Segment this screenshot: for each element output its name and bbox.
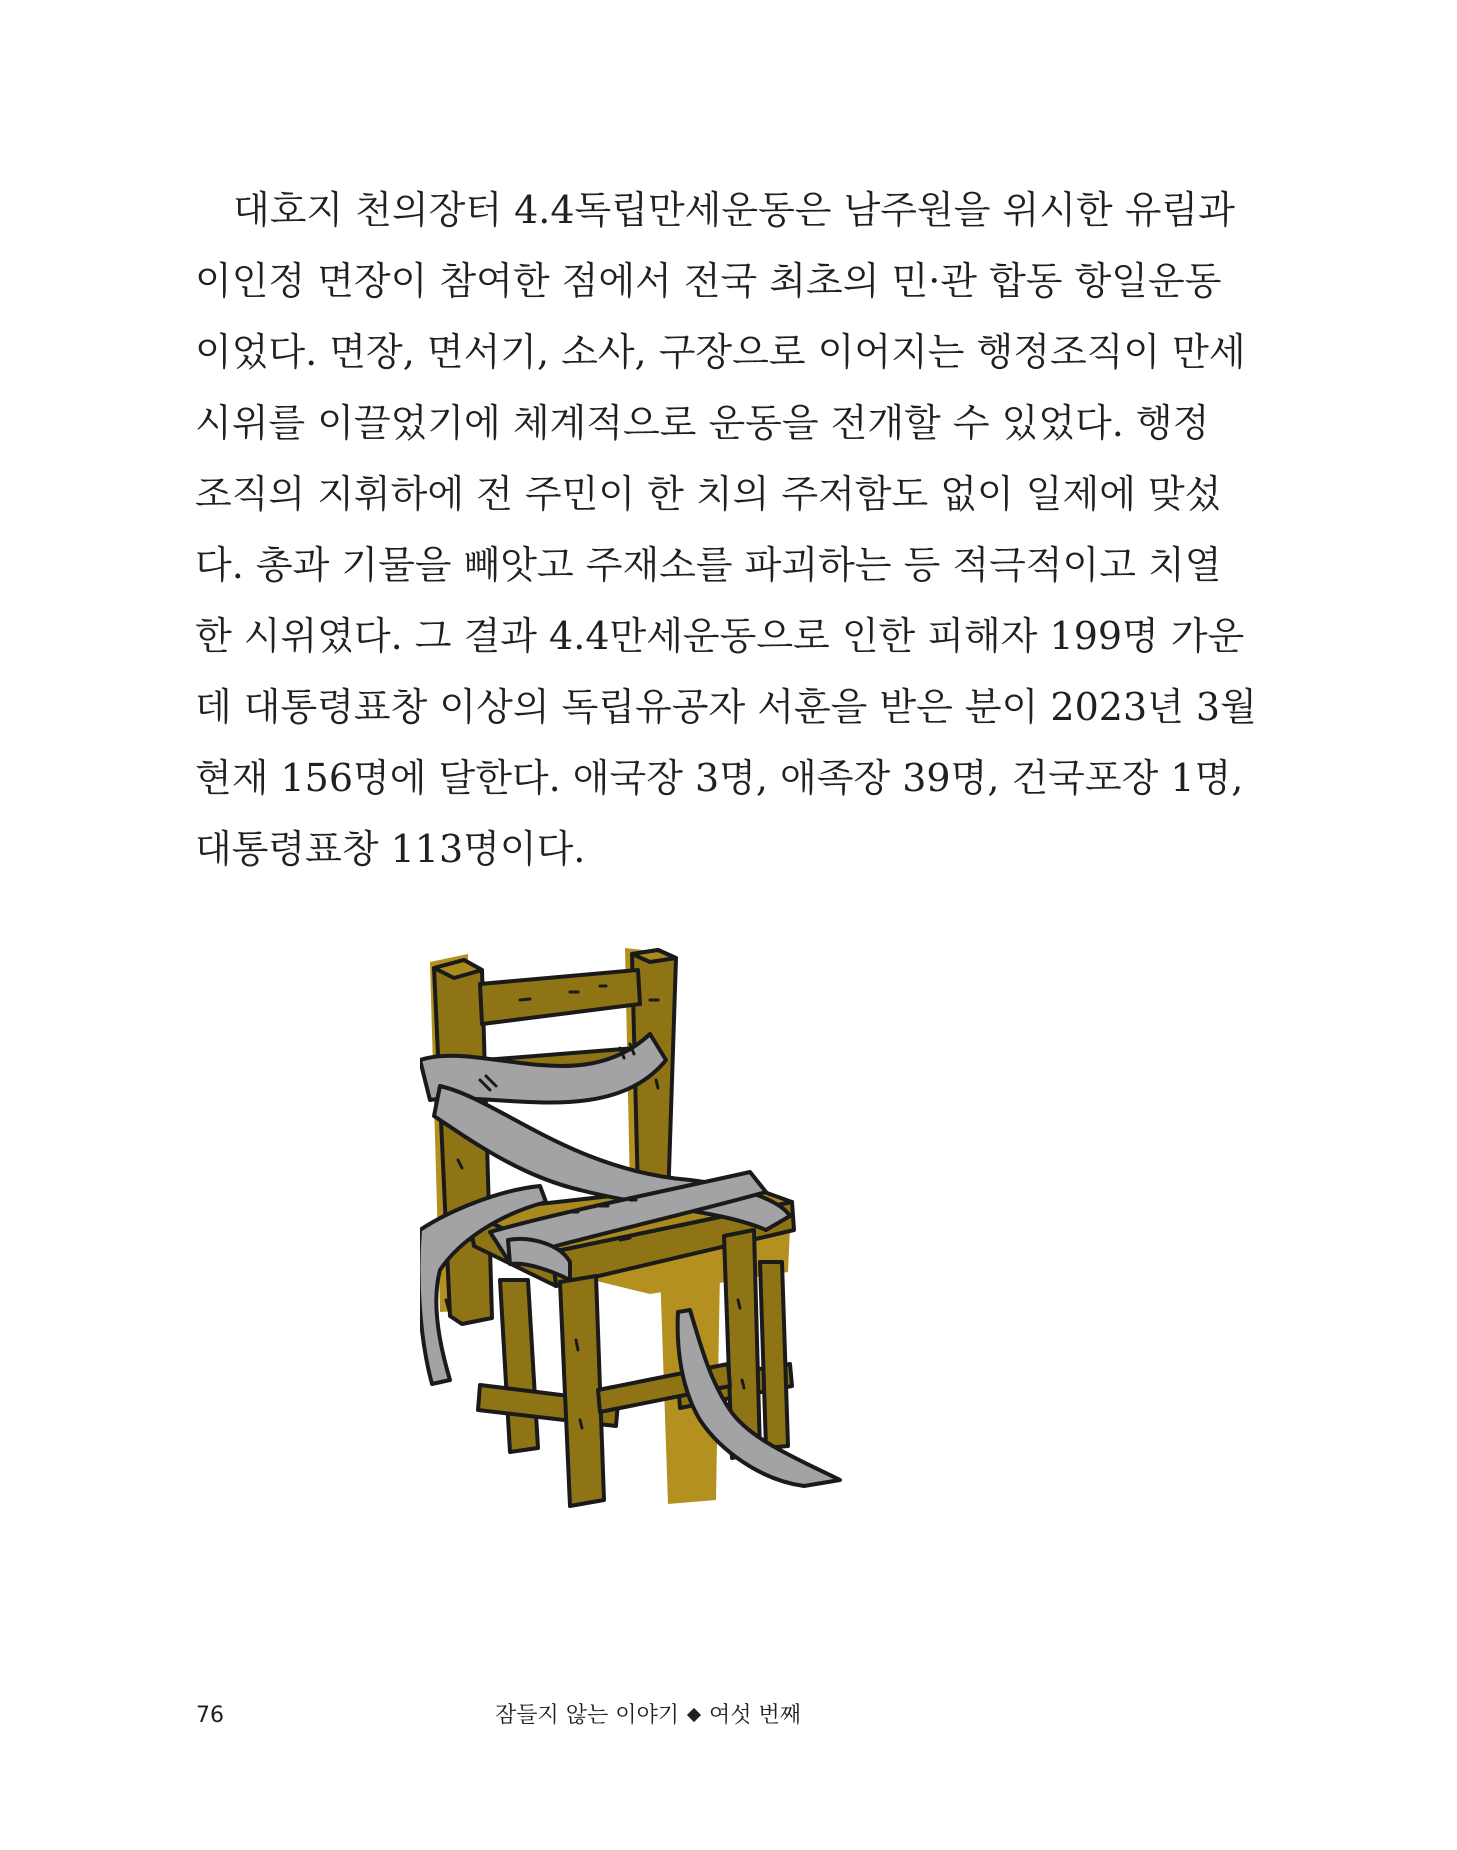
diamond-separator-icon	[687, 1707, 701, 1721]
paragraph-line: 데 대통령표창 이상의 독립유공자 서훈을 받은 분이 2023년 3월	[195, 685, 1257, 729]
paragraph-line: 대통령표창 113명이다.	[195, 827, 586, 871]
bound-chair-illustration	[420, 940, 940, 1520]
section-label: 여섯 번째	[709, 1703, 802, 1728]
paragraph-line: 이인정 면장이 참여한 점에서 전국 최초의 민·관 합동 항일운동	[195, 259, 1222, 303]
paragraph-line: 시위를 이끌었기에 체계적으로 운동을 전개할 수 있었다. 행정	[195, 401, 1210, 445]
body-paragraph	[195, 175, 1257, 885]
paragraph-line: 현재 156명에 달한다. 애국장 3명, 애족장 39명, 건국포장 1명,	[195, 756, 1244, 800]
page-footer	[0, 1696, 1457, 1736]
running-head	[495, 1696, 801, 1736]
paragraph-line: 다. 총과 기물을 빼앗고 주재소를 파괴하는 등 적극적이고 치열	[195, 543, 1222, 587]
paragraph-line: 대호지 천의장터 4.4독립만세운동은 남주원을 위시한 유림과	[233, 188, 1235, 232]
top-back-rail	[480, 970, 640, 1024]
chair-drawing	[420, 940, 940, 1520]
book-title: 잠들지 않는 이야기	[495, 1703, 680, 1728]
paragraph-line: 조직의 지휘하에 전 주민이 한 치의 주저함도 없이 일제에 맞섰	[195, 472, 1222, 516]
paragraph-line: 한 시위였다. 그 결과 4.4만세운동으로 인한 피해자 199명 가운	[195, 614, 1245, 658]
page-number: 76	[196, 1703, 224, 1728]
paragraph-line: 이었다. 면장, 면서기, 소사, 구장으로 이어지는 행정조직이 만세	[195, 330, 1246, 374]
